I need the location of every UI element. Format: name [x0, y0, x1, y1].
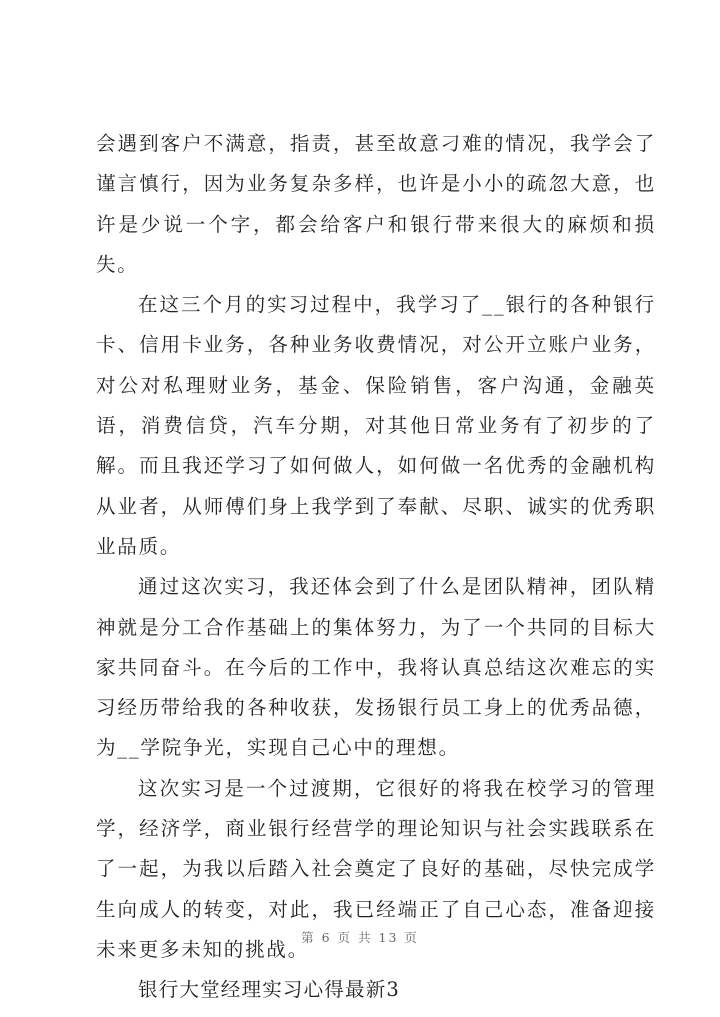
footer-label-end: 页 [404, 930, 419, 945]
footer-label-page: 第 [301, 930, 316, 945]
paragraph-internship-learning: 在这三个月的实习过程中，我学习了__银行的各种银行卡、信用卡业务，各种业务收费情况，对公开立账户业务，对公对私理财业务，基金、保险销售，客户沟通，金融英语，消费信贷，汽车分期，对其他日常业务有了初步的了解。而且我还学习了如何做人，如何做一名优秀的金融机构从业者，从师傅们身上我学到了奉献、尽职、诚实的优秀职业品质。 [96, 293, 656, 558]
paragraph-team-spirit: 通过这次实习，我还体会到了什么是团队精神，团队精神就是分工合作基础上的集体努力，为了一个共同的目标大家共同奋斗。在今后的工作中，我将认真总结这次难忘的实习经历带给我的各种收获，发扬银行员工身上的优秀品德，为__学院争光，实现自己心中的理想。 [96, 575, 656, 760]
page-footer [0, 928, 720, 946]
footer-label-of: 页 共 [337, 930, 373, 945]
section-heading: 银行大堂经理实习心得最新3 [138, 978, 401, 1002]
footer-total-pages: 13 [378, 930, 399, 945]
footer-current-page: 6 [321, 930, 332, 945]
document-body [96, 124, 656, 1011]
paragraph-transition: 这次实习是一个过渡期，它很好的将我在校学习的管理学，经济学，商业银行经营学的理论知识与社会实践联系在了一起，为我以后踏入社会奠定了良好的基础，尽快完成学生向成人的转变，对此，我已经端正了自己心态，准备迎接未来更多未知的挑战。 [96, 776, 656, 961]
paragraph-continuation: 会遇到客户不满意，指责，甚至故意刁难的情况，我学会了谨言慎行，因为业务复杂多样，也许是小小的疏忽大意，也许是少说一个字，都会给客户和银行带来很大的麻烦和损失。 [96, 132, 656, 276]
